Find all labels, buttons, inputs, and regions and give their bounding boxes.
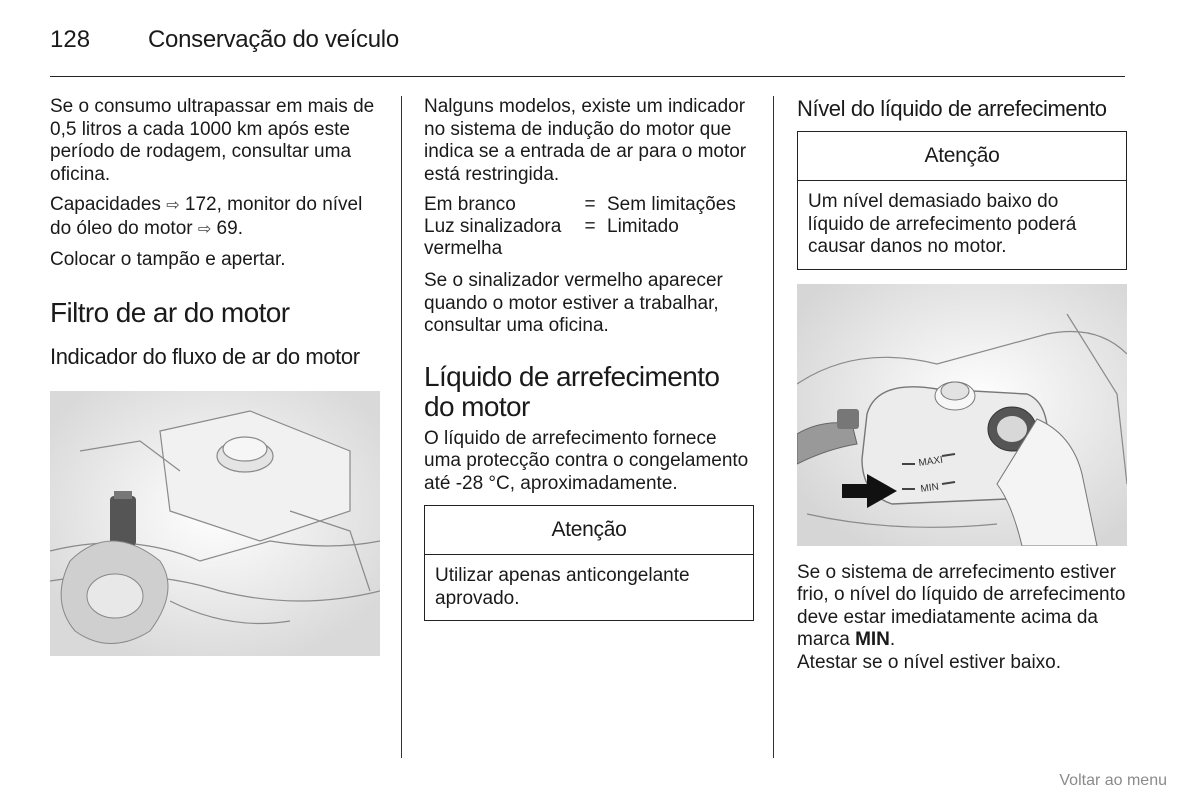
capacities-prefix: Capacidades <box>50 194 161 215</box>
subsection-heading: Indicador do fluxo de ar do motor <box>50 343 360 369</box>
column-1 <box>50 96 385 656</box>
min-label: MIN <box>919 481 940 495</box>
air-filter-indicator-illustration <box>50 391 380 656</box>
warning-box <box>424 505 754 621</box>
page-reference-arrow-icon: ⇨ <box>166 197 180 214</box>
column-2 <box>424 96 754 621</box>
warning-text: Utilizar apenas anticongelante aprovado. <box>435 565 690 609</box>
status-equals: = <box>584 194 596 215</box>
warning-title: Atenção <box>798 132 1126 181</box>
capacities-paragraph <box>50 194 385 241</box>
paragraph-text: . <box>889 629 896 650</box>
min-mark-bold: MIN <box>855 629 890 650</box>
column-3 <box>797 96 1127 674</box>
table-row <box>424 194 736 216</box>
indicator-status-table <box>424 194 736 260</box>
warning-title: Atenção <box>425 506 753 555</box>
paragraph: Nalguns modelos, existe um indicador no sistema de indução do motor que indica se a entrada de ar para o motor está restringida. <box>424 96 747 185</box>
paragraph: Se o consumo ultrapassar em mais de 0,5 litros a cada 1000 km após este período de rodagem, consultar uma oficina. <box>50 96 375 185</box>
column-divider <box>401 96 402 758</box>
status-value: Limitado <box>607 216 679 237</box>
page-header <box>50 24 1125 77</box>
column-divider <box>773 96 774 758</box>
paragraph: Atestar se o nível estiver baixo. <box>797 651 1062 673</box>
paragraph: Se o sinalizador vermelho aparecer quando o motor estiver a trabalhar, consultar uma oficina. <box>424 270 723 336</box>
status-key: Luz sinalizadora vermelha <box>424 216 562 259</box>
page-title: Conservação do veículo <box>148 26 399 53</box>
paragraph-text: Se o sistema de arrefecimento estiver frio, o nível do líquido de arrefecimento deve estar imediatamente acima da marca <box>797 561 1126 650</box>
paragraph: Colocar o tampão e apertar. <box>50 249 286 270</box>
table-row <box>424 216 736 260</box>
status-equals: = <box>584 216 596 237</box>
reference-link[interactable]: 69. <box>211 217 243 239</box>
page-reference-arrow-icon: ⇨ <box>197 220 212 238</box>
warning-text: Um nível demasiado baixo do líquido de arrefecimento poderá causar danos no motor. <box>808 191 1077 257</box>
section-heading: Líquido de arrefecimento do motor <box>424 360 720 422</box>
back-to-menu-link[interactable]: Voltar ao menu <box>1059 772 1167 789</box>
section-heading: Filtro de ar do motor <box>50 296 290 328</box>
paragraph: O líquido de arrefecimento fornece uma protecção contra o congelamento até -28 °C, aproximadamente. <box>424 427 749 494</box>
section-heading: Nível do líquido de arrefecimento <box>797 96 1107 121</box>
status-value: Sem limitações <box>607 194 736 215</box>
coolant-level-paragraph <box>797 562 1127 652</box>
maxi-label: MAXI <box>917 454 944 469</box>
coolant-reservoir-illustration <box>797 284 1127 546</box>
reference-link[interactable]: 172, monitor do nível do óleo do motor <box>50 194 363 239</box>
status-key: Em branco <box>424 194 516 215</box>
warning-box <box>797 131 1127 270</box>
page-number: 128 <box>50 26 91 53</box>
